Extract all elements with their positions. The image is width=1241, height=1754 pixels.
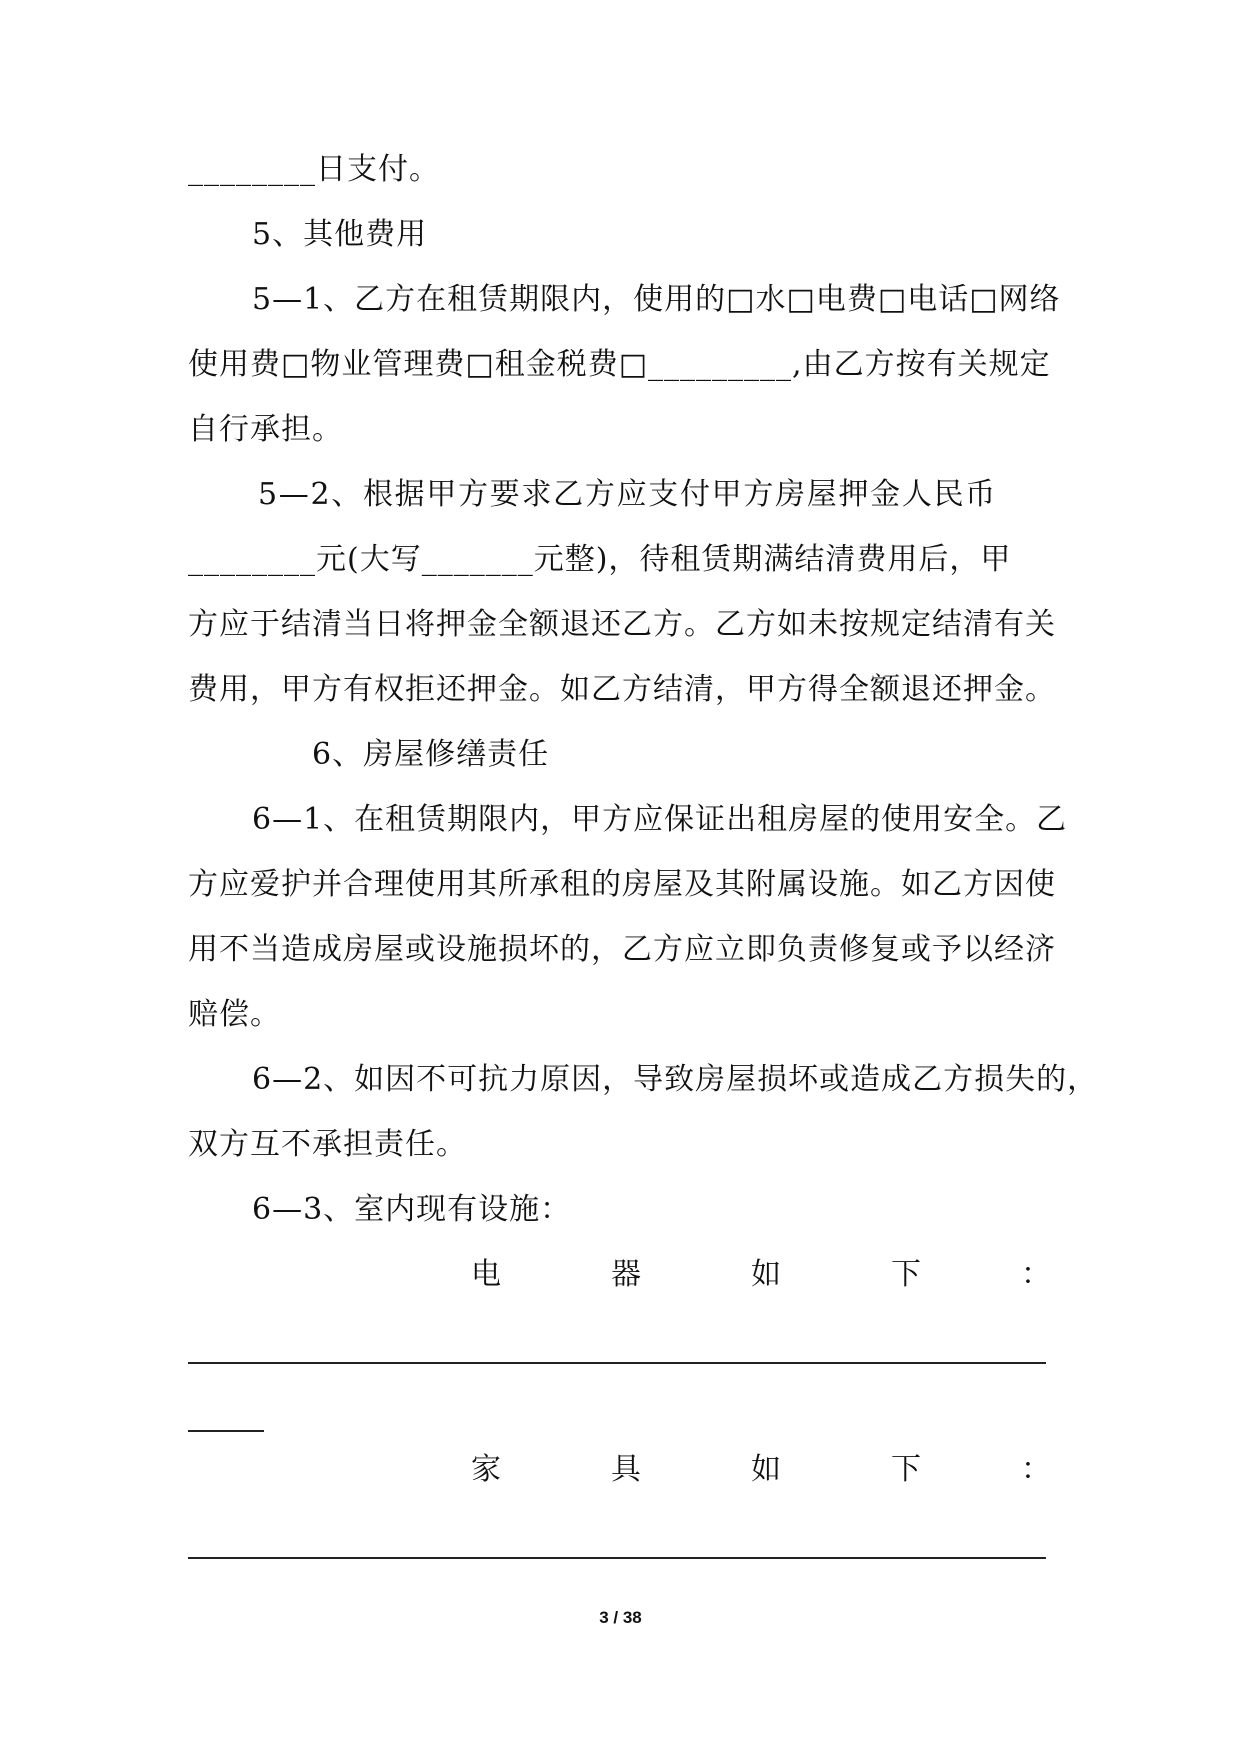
clause-5-1-line-1: 5—1、乙方在租赁期限内，使用的□水□电费□电话□网络 <box>252 282 1061 317</box>
clause-5-2-line-4: 费用，甲方有权拒还押金。如乙方结清，甲方得全额退还押金。 <box>188 672 1056 707</box>
clause-5-2-line-1: 5—2、根据甲方要求乙方应支付甲方房屋押金人民币 <box>258 477 997 512</box>
section-heading-5: 5、其他费用 <box>252 217 428 252</box>
clause-6-3-heading: 6—3、室内现有设施： <box>252 1192 572 1227</box>
clause-6-1-line-2: 方应爱护并合理使用其所承租的房屋及其附属设施。如乙方因使 <box>188 867 1056 902</box>
furniture-heading-char: 如 <box>751 1452 781 1487</box>
furniture-heading-char: 家 <box>471 1452 501 1487</box>
section-heading-6: 6、房屋修缮责任 <box>312 737 550 772</box>
body-line-1: ________日支付。 <box>188 152 440 187</box>
clause-5-1-line-3: 自行承担。 <box>188 412 343 447</box>
clause-5-1-line-2: 使用费□物业管理费□租金税费□_________,由乙方按有关规定 <box>188 347 1051 382</box>
furniture-heading-char: 下 <box>891 1452 921 1487</box>
clause-5-2-line-3: 方应于结清当日将押金全额退还乙方。乙方如未按规定结清有关 <box>188 607 1056 642</box>
clause-6-2-line-1: 6—2、如因不可抗力原因，导致房屋损坏或造成乙方损失的， <box>252 1062 1099 1097</box>
appliances-heading-char: ： <box>1021 1257 1051 1292</box>
furniture-fill-line <box>188 1557 1046 1559</box>
clause-6-1-line-4: 赔偿。 <box>188 997 281 1032</box>
appliances-heading-char: 电 <box>471 1257 501 1292</box>
appliances-fill-line <box>188 1362 1046 1364</box>
furniture-heading-char: ： <box>1021 1452 1051 1487</box>
clause-6-2-line-2: 双方互不承担责任。 <box>188 1127 467 1162</box>
clause-6-1-line-3: 用不当造成房屋或设施损坏的，乙方应立即负责修复或予以经济 <box>188 932 1056 967</box>
clause-5-2-line-2: ________元(大写_______元整)，待租赁期满结清费用后，甲 <box>188 542 1012 577</box>
clause-6-1-line-1: 6—1、在租赁期限内，甲方应保证出租房屋的使用安全。乙 <box>252 802 1068 837</box>
appliances-heading-char: 下 <box>891 1257 921 1292</box>
appliances-heading-char: 器 <box>611 1257 641 1292</box>
appliances-heading-char: 如 <box>751 1257 781 1292</box>
furniture-heading-char: 具 <box>611 1452 641 1487</box>
page-number: 3 / 38 <box>599 1608 642 1627</box>
appliances-fill-line-end <box>188 1430 264 1432</box>
